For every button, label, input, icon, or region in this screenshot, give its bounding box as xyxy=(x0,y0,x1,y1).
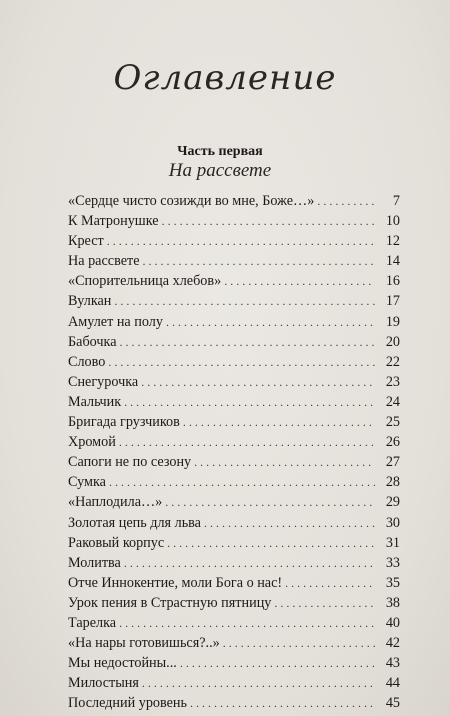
toc-entry xyxy=(68,472,400,492)
toc-entry-page: 14 xyxy=(385,253,400,270)
toc-entry-title: Бригада грузчиков xyxy=(68,414,180,431)
dot-leader xyxy=(143,251,376,271)
toc-entry-title: Бабочка xyxy=(68,333,117,350)
toc-entry-page: 20 xyxy=(385,333,400,350)
toc-entry-title: «Спорительница хлебов» xyxy=(68,273,222,290)
dot-leader xyxy=(162,211,375,231)
dot-leader xyxy=(124,392,375,412)
toc-entry-page: 22 xyxy=(385,353,400,370)
toc-entry xyxy=(68,673,400,693)
toc-entry-title: Хромой xyxy=(68,434,116,451)
dot-leader xyxy=(190,693,375,713)
toc-entry xyxy=(68,312,400,332)
toc-entry-title: Урок пения в Страстную пятницу xyxy=(68,594,272,611)
toc-entry-title: Амулет на полу xyxy=(68,313,163,330)
toc-title: Оглавление xyxy=(113,58,337,98)
toc-entry xyxy=(68,271,400,291)
dot-leader xyxy=(204,513,375,533)
dot-leader xyxy=(141,372,375,392)
toc-entry-title: «На нары готовишься?..» xyxy=(68,635,220,652)
toc-entry-title: На рассвете xyxy=(68,253,140,270)
toc-list xyxy=(68,191,400,713)
toc-entry-page: 12 xyxy=(385,233,400,250)
toc-entry-page: 35 xyxy=(385,574,400,591)
toc-entry-title: Мальчик xyxy=(68,393,122,410)
toc-entry xyxy=(68,191,400,211)
toc-entry xyxy=(68,492,400,512)
toc-entry-page: 26 xyxy=(385,434,400,451)
toc-entry-title: Сапоги не по сезону xyxy=(68,454,192,471)
toc-entry-title: Милостыня xyxy=(68,675,139,692)
toc-entry-title: Слово xyxy=(68,353,106,370)
dot-leader xyxy=(108,352,375,372)
toc-entry-title: Раковый корпус xyxy=(68,534,165,551)
toc-entry-page: 31 xyxy=(385,534,400,551)
toc-entry-title: «Наплодила…» xyxy=(68,494,163,511)
toc-entry xyxy=(68,412,400,432)
toc-entry xyxy=(68,653,400,673)
toc-entry-page: 7 xyxy=(392,193,400,209)
part-heading: Часть первая xyxy=(177,144,263,159)
toc-entry-page: 24 xyxy=(385,393,400,410)
toc-entry-page: 38 xyxy=(385,594,400,611)
toc-entry-page: 19 xyxy=(385,313,400,330)
toc-entry-page: 27 xyxy=(385,454,400,471)
dot-leader xyxy=(109,472,375,492)
toc-entry-title: К Матронушке xyxy=(68,213,159,230)
toc-entry-page: 42 xyxy=(385,635,400,652)
toc-entry-page: 17 xyxy=(385,293,400,310)
toc-entry-title: Снегурочка xyxy=(68,373,139,390)
toc-entry xyxy=(68,432,400,452)
toc-entry xyxy=(68,352,400,372)
toc-entry-page: 44 xyxy=(385,675,400,692)
dot-leader xyxy=(166,312,375,332)
dot-leader xyxy=(285,573,375,593)
toc-entry xyxy=(68,533,400,553)
dot-leader xyxy=(183,412,375,432)
toc-entry-page: 23 xyxy=(385,373,400,390)
dot-leader xyxy=(114,291,375,311)
dot-leader xyxy=(317,191,375,211)
toc-entry-page: 30 xyxy=(385,514,400,531)
toc-entry-page: 29 xyxy=(385,494,400,511)
section-heading: На рассвете xyxy=(168,160,272,181)
toc-entry-page: 45 xyxy=(385,695,400,712)
toc-entry-title: Вулкан xyxy=(68,293,112,310)
dot-leader xyxy=(194,452,375,472)
toc-entry-title: Последний уровень xyxy=(68,695,187,712)
dot-leader xyxy=(224,271,375,291)
dot-leader xyxy=(120,332,376,352)
toc-entry-title: Сумка xyxy=(68,474,106,491)
dot-leader xyxy=(124,553,375,573)
toc-entry xyxy=(68,633,400,653)
dot-leader xyxy=(119,613,375,633)
dot-leader xyxy=(165,492,375,512)
toc-entry-page: 10 xyxy=(385,213,400,230)
toc-entry xyxy=(68,613,400,633)
toc-entry xyxy=(68,452,400,472)
toc-entry-title: Золотая цепь для льва xyxy=(68,514,201,531)
toc-entry xyxy=(68,573,400,593)
toc-entry xyxy=(68,513,400,533)
toc-entry xyxy=(68,251,400,271)
toc-entry xyxy=(68,231,400,251)
toc-entry-title: Отче Иннокентие, моли Бога о нас! xyxy=(68,574,283,591)
toc-entry xyxy=(68,553,400,573)
toc-entry-page: 33 xyxy=(385,554,400,571)
toc-entry xyxy=(68,372,400,392)
dot-leader xyxy=(223,633,375,653)
toc-entry-title: Крест xyxy=(68,233,104,250)
toc-entry xyxy=(68,392,400,412)
dot-leader xyxy=(167,533,375,553)
toc-entry-title: Мы недостойны... xyxy=(68,655,177,672)
toc-entry xyxy=(68,211,400,231)
toc-entry-page: 43 xyxy=(385,655,400,672)
toc-entry xyxy=(68,291,400,311)
dot-leader xyxy=(119,432,375,452)
toc-entry-title: «Сердце чисто созижди во мне, Боже…» xyxy=(68,193,315,209)
toc-entry xyxy=(68,332,400,352)
dot-leader xyxy=(274,593,375,613)
toc-entry-page: 40 xyxy=(385,614,400,631)
toc-entry xyxy=(68,593,400,613)
toc-entry-title: Молитва xyxy=(68,554,121,571)
toc-entry xyxy=(68,693,400,713)
toc-entry-page: 25 xyxy=(385,414,400,431)
dot-leader xyxy=(142,673,375,693)
dot-leader xyxy=(107,231,375,251)
toc-entry-page: 16 xyxy=(385,273,400,290)
toc-entry-title: Тарелка xyxy=(68,614,117,631)
dot-leader xyxy=(180,653,375,673)
toc-entry-page: 28 xyxy=(385,474,400,491)
